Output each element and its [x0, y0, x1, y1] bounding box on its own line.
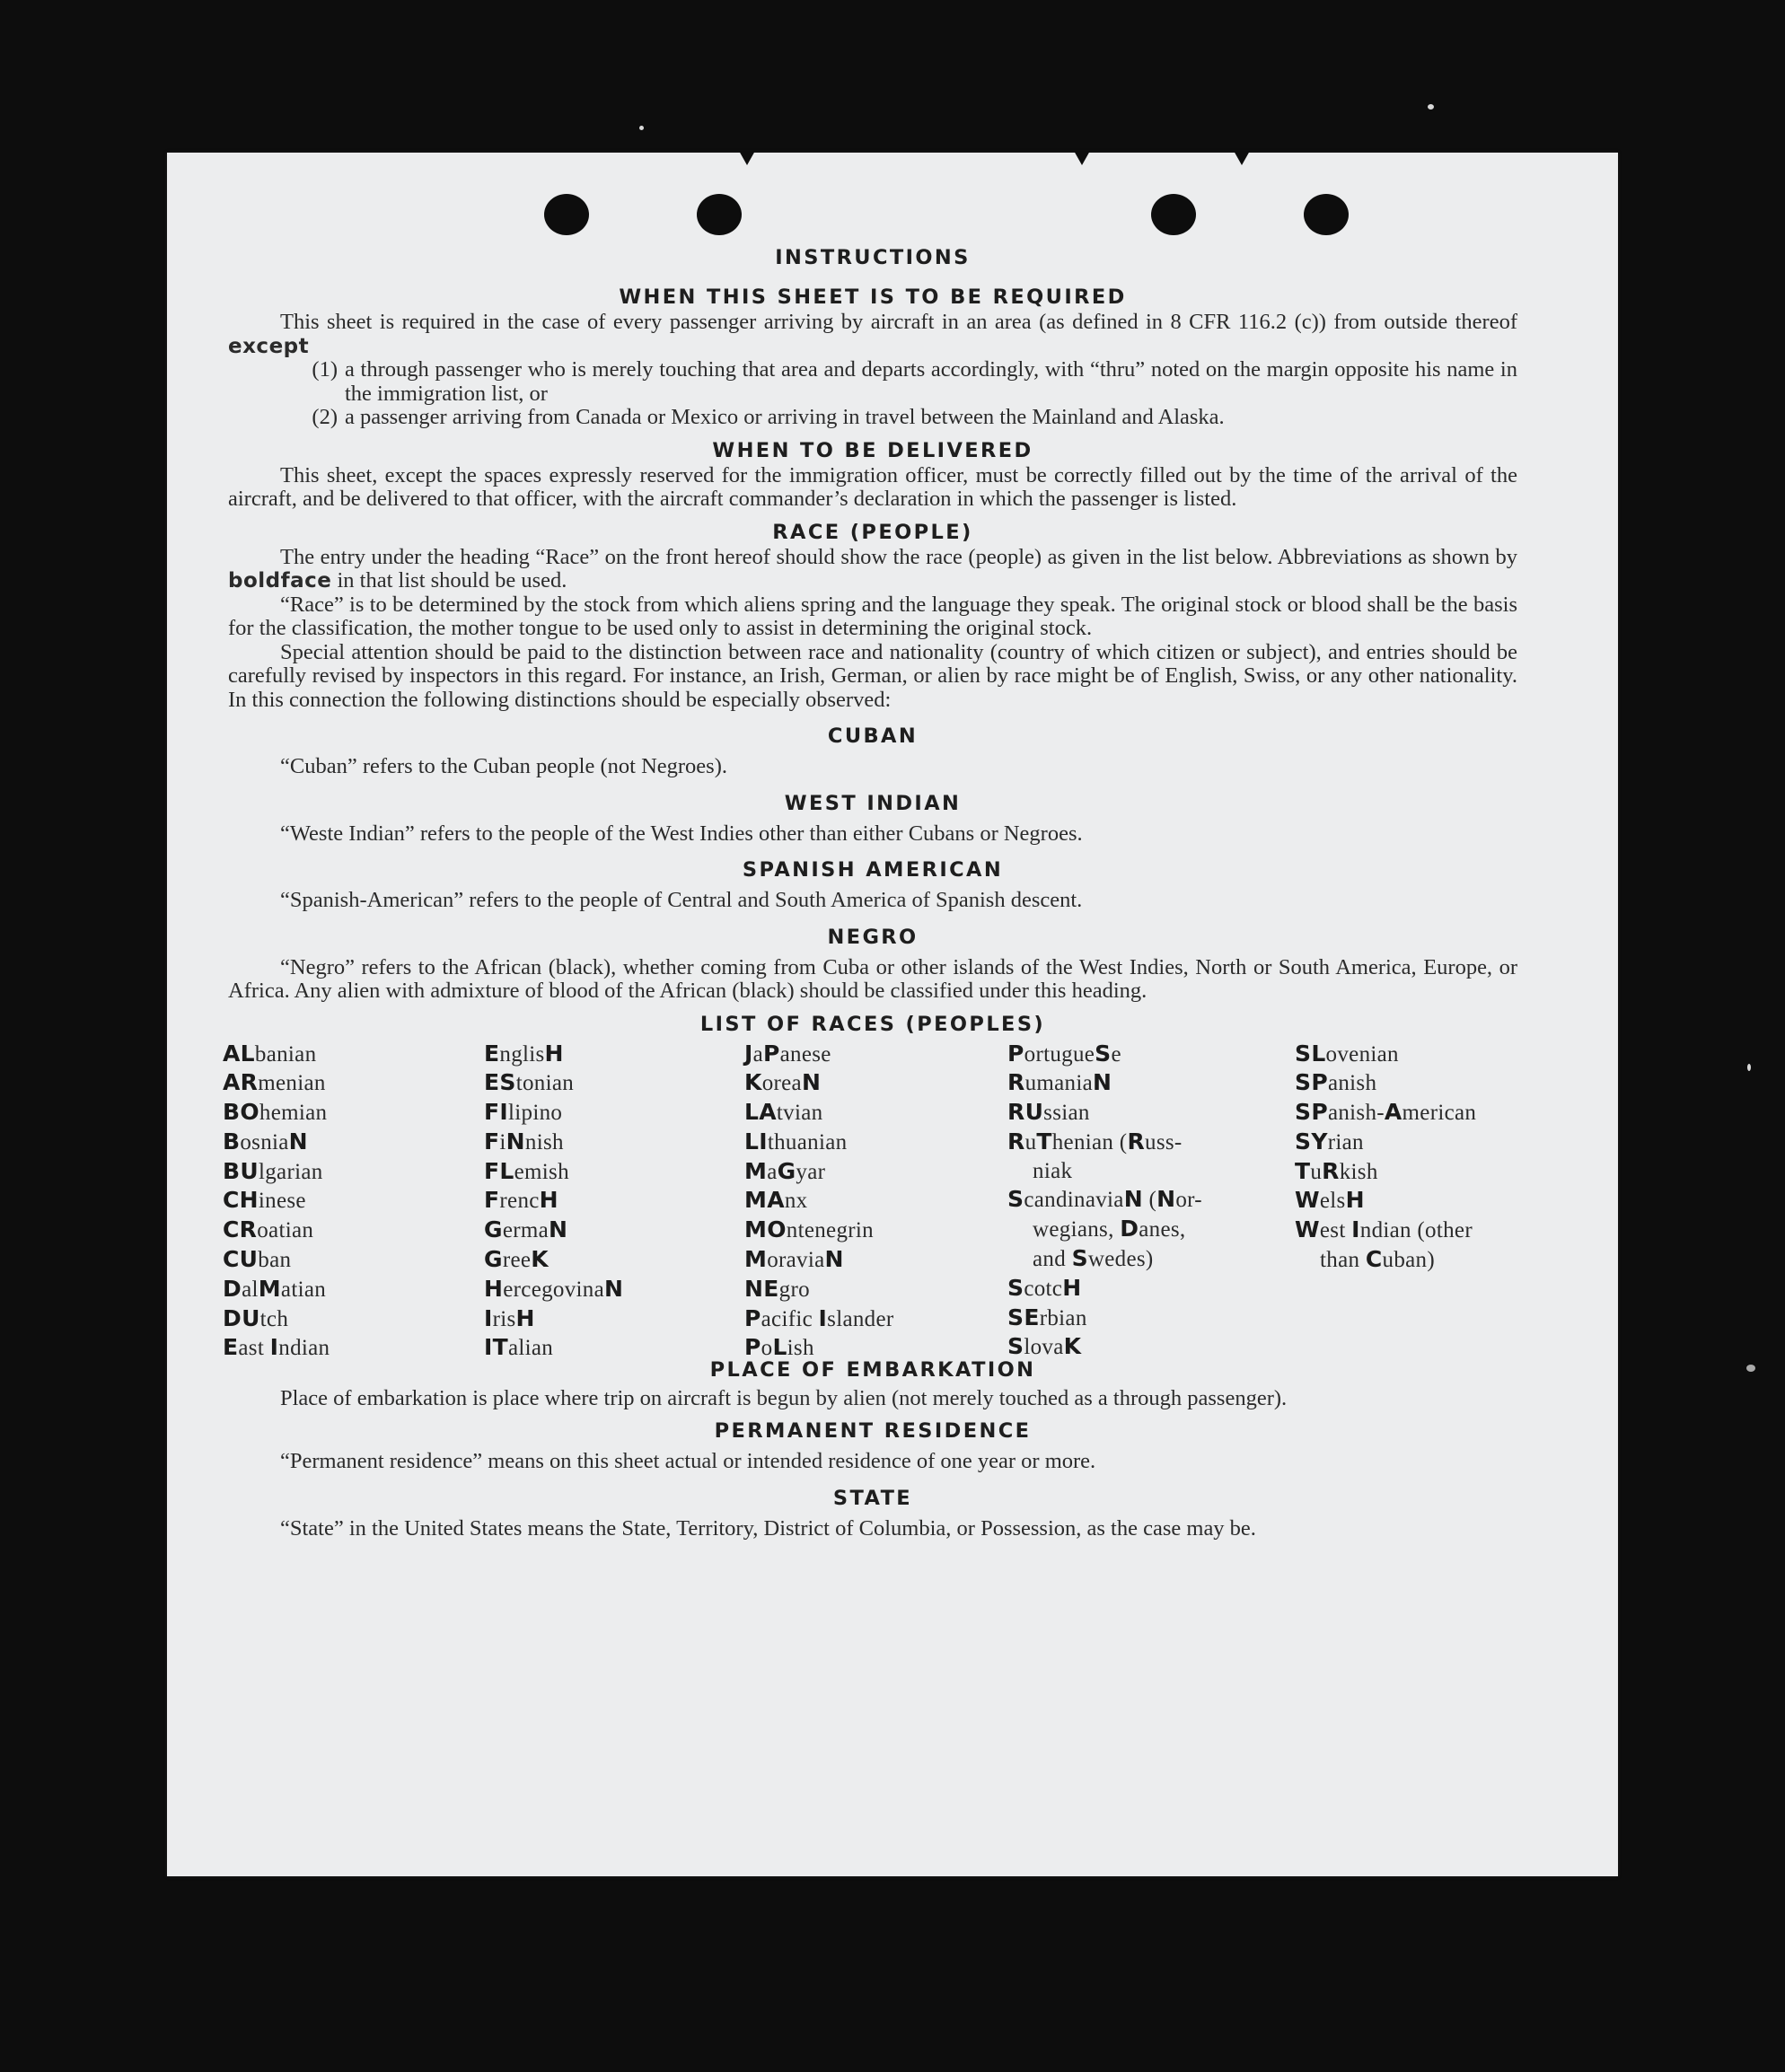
film-speck — [639, 126, 644, 130]
races-list — [223, 1040, 1517, 1361]
race-entry: ScandinaviaN (Nor- — [1007, 1186, 1202, 1213]
required-intro-text: This sheet is required in the case of every passenger arriving by aircraft in an area (as defined in 8 CFR 116.2 (c)) from outside thereof — [280, 310, 1517, 334]
race-entry: MOntenegrin — [744, 1216, 874, 1243]
race-entry: HercegovinaN — [484, 1275, 624, 1302]
punch-hole — [544, 194, 589, 235]
race-entry: EnglisH — [484, 1040, 564, 1067]
heading-embarkation: PLACE OF EMBARKATION — [709, 1357, 1036, 1382]
paragraph-race-1 — [228, 546, 1517, 593]
race-entry: MaGyar — [744, 1157, 826, 1184]
paragraph-west-indian: “Weste Indian” refers to the people of the West Indies other than either Cubans or Negroes. — [280, 821, 1083, 846]
film-speck — [1428, 104, 1434, 110]
paragraph-race-3: Special attention should be paid to the distinction between race and nationality (country of which citizen or subject), and entries should be carefully revised by inspectors in this regard. For instance, an Irish, German, or alien by race might be of English, Swiss, or any other nationality. In this connection the following distinctions should be especially observed: — [228, 639, 1517, 712]
race-entry: DalMatian — [223, 1275, 327, 1302]
paragraph-embarkation: Place of embarkation is place where trip on aircraft is begun by alien (not merely touched as a through passenger). — [280, 1385, 1288, 1410]
race-entry: FIlipino — [484, 1099, 563, 1126]
race-entry: DUtch — [223, 1304, 289, 1331]
race-entry: wegians, Danes, — [1033, 1216, 1186, 1242]
edge-notch — [739, 151, 755, 165]
paragraph-cuban: “Cuban” refers to the Cuban people (not Negroes). — [280, 754, 727, 778]
race-entry: RumaniaN — [1007, 1069, 1112, 1096]
film-speck — [1747, 1064, 1751, 1071]
race-entry: PoLish — [744, 1334, 814, 1361]
race-entry: PortugueSe — [1007, 1040, 1121, 1067]
race-entry: BOhemian — [223, 1099, 328, 1126]
heading-west-indian: WEST INDIAN — [784, 791, 962, 815]
race-entry: SErbian — [1007, 1304, 1087, 1330]
paragraph-state: “State” in the United States means the State, Territory, District of Columbia, or Possession, as the case may be. — [280, 1515, 1256, 1541]
heading-when-required: WHEN THIS SHEET IS TO BE REQUIRED — [619, 285, 1127, 309]
punch-hole — [697, 194, 742, 235]
paragraph-race-2: “Race” is to be determined by the stock from which aliens spring and the language they speak. The original stock or blood shall be the basis for the classification, the mother tongue to be used only to assist in determining the original stock. — [228, 592, 1517, 640]
edge-notch — [1234, 151, 1250, 165]
race-entry: IrisH — [484, 1304, 535, 1331]
instruction-sheet — [167, 153, 1618, 1876]
paragraph-spanish-american: “Spanish-American” refers to the people of Central and South America of Spanish descent. — [280, 888, 1083, 912]
race-entry: LIthuanian — [744, 1128, 848, 1155]
race-entry: niak — [1033, 1158, 1073, 1183]
heading-race: RACE (PEOPLE) — [772, 520, 973, 544]
race-entry: MoraviaN — [744, 1246, 844, 1273]
heading-permanent-residence: PERMANENT RESIDENCE — [714, 1419, 1032, 1443]
heading-spanish-american: SPANISH AMERICAN — [742, 858, 1004, 882]
heading-list-of-races: LIST OF RACES (PEOPLES) — [699, 1012, 1046, 1036]
race-entry: BUlgarian — [223, 1157, 323, 1184]
heading-cuban: CUBAN — [827, 724, 919, 748]
race-entry: GermaN — [484, 1216, 568, 1243]
race-entry: SLovenian — [1295, 1040, 1399, 1067]
race-entry: LAtvian — [744, 1099, 823, 1126]
race-entry: MAnx — [744, 1187, 808, 1214]
film-speck — [1746, 1365, 1755, 1372]
race-entry: than Cuban) — [1320, 1246, 1435, 1273]
edge-notch — [1074, 151, 1090, 165]
except-word: except — [228, 334, 310, 358]
race-entry: SPanish-American — [1295, 1099, 1477, 1126]
punch-hole — [1151, 194, 1196, 235]
heading-state: STATE — [832, 1486, 913, 1510]
races-column-1 — [223, 1040, 330, 1364]
race-p1-after: in that list should be used. — [337, 568, 567, 593]
race-entry: BosniaN — [223, 1128, 308, 1155]
item-text: a through passenger who is merely touching that area and departs accordingly, with “thru” noted on the margin opposite his name in the immigration list, or — [345, 357, 1517, 406]
paragraph-negro: “Negro” refers to the African (black), whether coming from Cuba or other islands of the West Indies, North or South America, Europe, or Africa. Any alien with admixture of blood of the African (black) should be classified under this heading. — [228, 954, 1517, 1003]
race-entry: FrencH — [484, 1187, 558, 1214]
boldface-word: boldface — [228, 569, 332, 593]
race-entry: SPanish — [1295, 1069, 1377, 1096]
paragraph-permanent-residence: “Permanent residence” means on this sheet actual or intended residence of one year or more. — [280, 1449, 1096, 1473]
races-column-4 — [1007, 1040, 1202, 1363]
race-entry: West Indian (other — [1295, 1216, 1473, 1243]
list-item — [228, 358, 1517, 406]
race-entry: JaPanese — [744, 1040, 831, 1067]
paragraph-required-intro — [228, 311, 1517, 358]
race-entry: ALbanian — [223, 1040, 317, 1067]
race-entry: Pacific Islander — [744, 1304, 894, 1331]
item-number: (2) — [312, 405, 338, 429]
race-entry: RuThenian (Russ- — [1007, 1128, 1183, 1155]
race-p1-before: The entry under the heading “Race” on the front hereof should show the race (people) as given in the list below. Abbreviations as shown by — [280, 544, 1517, 569]
punch-hole — [1304, 194, 1349, 235]
race-entry: FiNnish — [484, 1128, 564, 1155]
race-entry: CHinese — [223, 1187, 306, 1214]
document-body — [223, 244, 1517, 1541]
heading-when-delivered: WHEN TO BE DELIVERED — [712, 438, 1033, 462]
race-entry: East Indian — [223, 1334, 330, 1361]
heading-negro: NEGRO — [827, 925, 919, 949]
item-text: a passenger arriving from Canada or Mexico or arriving in travel between the Mainland and Alaska. — [345, 405, 1225, 429]
races-column-2 — [484, 1040, 623, 1364]
race-entry: KoreaN — [744, 1069, 822, 1096]
race-entry: CUban — [223, 1246, 292, 1273]
race-entry: FLemish — [484, 1157, 569, 1184]
race-entry: NEgro — [744, 1275, 810, 1302]
document-title: INSTRUCTIONS — [775, 246, 971, 269]
race-entry: and Swedes) — [1033, 1245, 1154, 1272]
races-column-5 — [1295, 1040, 1476, 1275]
item-number: (1) — [312, 357, 338, 382]
paragraph-delivered: This sheet, except the spaces expressly reserved for the immigration officer, must be correctly filled out by the time of the arrival of the aircraft, and be delivered to that officer, with the aircraft commander’s declaration in which the passenger is listed. — [228, 462, 1517, 511]
race-entry: RUssian — [1007, 1099, 1090, 1126]
race-entry: ScotcH — [1007, 1274, 1082, 1301]
list-item — [228, 406, 1517, 430]
race-entry: ITalian — [484, 1334, 554, 1361]
race-entry: ARmenian — [223, 1069, 326, 1096]
race-entry: EStonian — [484, 1069, 575, 1096]
race-entry: CRoatian — [223, 1216, 314, 1243]
race-entry: WelsH — [1295, 1187, 1365, 1214]
race-entry: TuRkish — [1295, 1157, 1378, 1184]
race-entry: SlovaK — [1007, 1333, 1082, 1360]
race-entry: GreeK — [484, 1246, 549, 1273]
races-column-3 — [744, 1040, 894, 1364]
race-entry: SYrian — [1295, 1128, 1364, 1155]
